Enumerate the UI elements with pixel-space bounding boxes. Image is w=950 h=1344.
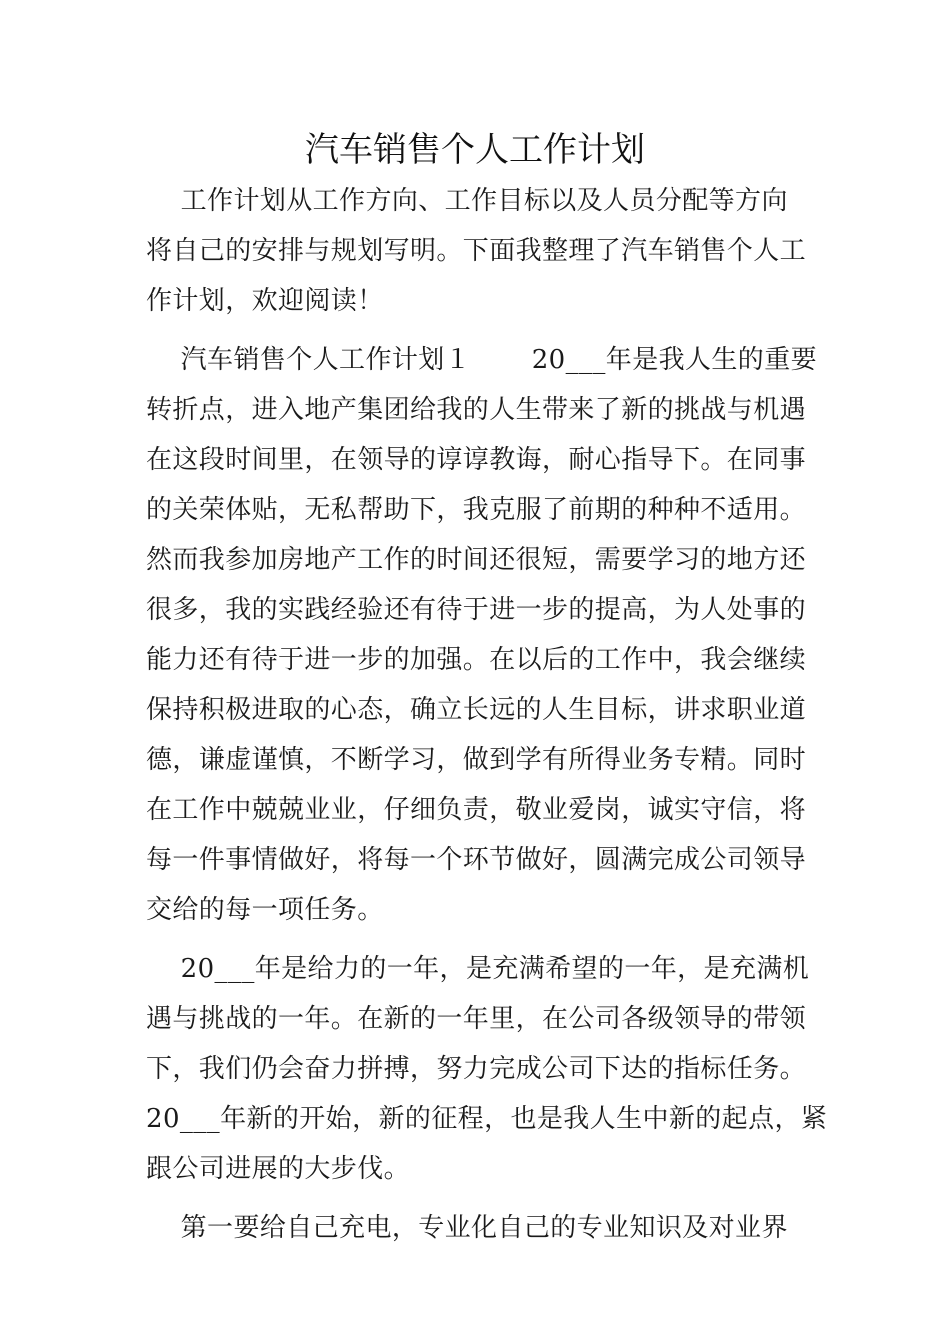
text-line: 保持积极进取的心态，确立长远的人生目标，讲求职业道 [146, 695, 807, 725]
paragraph-intro [146, 176, 811, 326]
text-line: 第一要给自己充电，专业化自己的专业知识及对业界 [146, 1213, 788, 1243]
text-line: 每一件事情做好，将每一个环节做好，圆满完成公司领导 [146, 845, 807, 875]
text-line: 汽车销售个人工作计划１ 20___年是我人生的重要 [146, 345, 817, 375]
text-line: 将自己的安排与规划写明。下面我整理了汽车销售个人工 [146, 236, 807, 266]
paragraph-first-goal [146, 1203, 811, 1253]
text-line: 遇与挑战的一年。在新的一年里，在公司各级领导的带领 [146, 1004, 807, 1034]
text-line: 然而我参加房地产工作的时间还很短，需要学习的地方还 [146, 545, 807, 575]
text-line: 德，谦虚谨慎，不断学习，做到学有所得业务专精。同时 [146, 745, 807, 775]
text-line: 跟公司进展的大步伐。 [146, 1154, 411, 1184]
text-line: 在这段时间里，在领导的谆谆教诲，耐心指导下。在同事 [146, 445, 807, 475]
text-line: 下，我们仍会奋力拼搏，努力完成公司下达的指标任务。 [146, 1054, 807, 1084]
document-title: 汽车销售个人工作计划 [305, 130, 645, 170]
text-line: 交给的每一项任务。 [146, 895, 384, 925]
document-body [146, 176, 828, 1253]
paragraph-new-year [146, 944, 828, 1194]
text-line: 在工作中兢兢业业，仔细负责，敬业爱岗，诚实守信，将 [146, 795, 807, 825]
text-line: 能力还有待于进一步的加强。在以后的工作中，我会继续 [146, 645, 807, 675]
text-line: 很多，我的实践经验还有待于进一步的提高，为人处事的 [146, 595, 807, 625]
text-line: 20___年新的开始，新的征程，也是我人生中新的起点，紧 [146, 1104, 828, 1134]
text-line: 20___年是给力的一年，是充满希望的一年，是充满机 [146, 954, 810, 984]
text-line: 转折点，进入地产集团给我的人生带来了新的挑战与机遇 [146, 395, 807, 425]
text-line: 工作计划从工作方向、工作目标以及人员分配等方向 [146, 186, 788, 216]
text-line: 作计划，欢迎阅读！ [146, 286, 384, 316]
text-line: 的关荣体贴，无私帮助下，我克服了前期的种种不适用。 [146, 495, 807, 525]
paragraph-plan-1 [146, 335, 817, 935]
